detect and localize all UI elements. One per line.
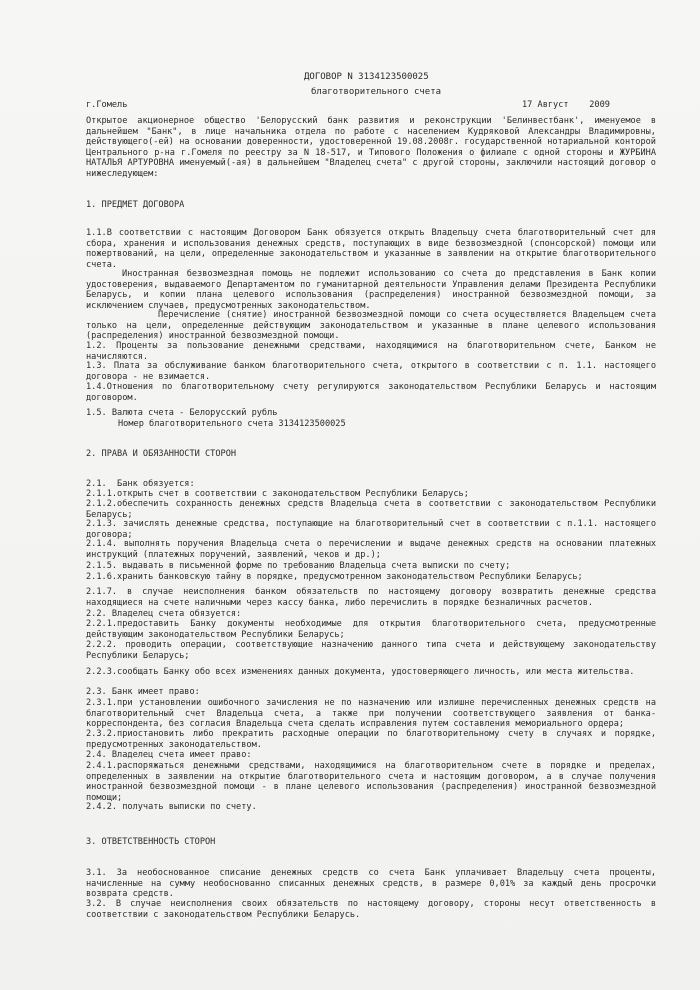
clause-2-4-1: 2.4.1.распоряжаться денежными средствами, находящимися на благотворительном счете в порядке и пределах, определенных в заявлении на открытие благотворительного счета и настоящим договором, а в случае получения иностранной безвозмездной помощи - в плане целевого использования (распределения) иностранной безвозмездной помощи; [86,761,656,803]
clause-2-3-2: 2.3.2.приостановить либо прекратить расходные операции по благотворительному счету в случаях и порядке, предусмотренных законодательством. [86,729,656,750]
clause-2-2-2: 2.2.2. проводить операции, соответствующие назначению данного типа счета и действующему законодательству Республики Беларусь; [86,640,656,661]
clause-3-1: 3.1. За необоснованное списание денежных средств со счета Банк уплачивает Владельцу счета проценты, начисленные на сумму необоснованно списанных денежных средств, в размере 0,01% за каждый день просрочки возврата средств. [86,868,656,899]
clause-2-2-3: 2.2.3.сообщать Банку обо всех изменениях данных документа, удостоверяющего личность, или места жительства. [86,667,635,677]
clause-1-3: 1.3. Плата за обслуживание банком благотворительного счета, открытого в соответствии с п. 1.1. настоящего договора - не взимается. [86,361,656,382]
section-3-heading: 3. ОТВЕТСТВЕННОСТЬ СТОРОН [86,837,216,847]
intro-paragraph: Открытое акционерное общество 'Белорусский банк развития и реконструкции 'Белинвестбанк', именуемое в дальнейшем "Банк", в лице начальника отдела по работе с населением Кудряковой Александры Владимировны, действующего(-ей) на основании доверенности, удостоверенной 19.08.2008г. государственной нотариальной конторой Центрального р-на г.Гомеля по реестру за N 18-517, и Типового Положения о филиале с одной стороны и ЖУРБИНА НАТАЛЬЯ АРТУРОВНА именуемый(-ая) в дальнейшем "Владелец счета" с другой стороны, заключили настоящий договор о нижеследующем: [86,116,656,179]
clause-1-1-foreign-aid: Иностранная безвозмездная помощь не подлежит использованию со счета до представления в Банк копии удостоверения, выдаваемого Департаментом по гуманитарной деятельности Управления делами Президента Республики Беларусь, и копии плана целевого использования (распределения) иностранной безвозмездной помощи, за исключением случаев, предусмотренных законодательством. [86,269,656,311]
section-1-heading: 1. ПРЕДМЕТ ДОГОВОРА [86,200,185,210]
clause-1-1: 1.1.В соответствии с настоящим Договором Банк обязуется открыть Владельцу счета благотворительный счет для сбора, хранения и использования денежных средств, поступающих в виде безвозмездной (спонсорской) помощи или пожертвований, на цели, определенные законодательством и указанные в заявлении на открытие благотворительного счета. [86,228,656,270]
account-number: Номер благотворительного счета 3134123500025 [118,419,346,429]
clause-2-2-1: 2.2.1.предоставить Банку документы необходимые для открытия благотворительного счета, предусмотренные действующим законодательством Республики Беларусь; [86,619,656,640]
city: г.Гомель [86,100,128,110]
clause-2-3: 2.3. Банк имеет право: [86,687,200,697]
clause-2-4-2: 2.4.2. получать выписки по счету. [86,802,257,812]
document-subtitle: благотворительного счета [311,87,442,97]
clause-2-2: 2.2. Владелец счета обязуется: [86,609,242,619]
clause-2-1-7: 2.1.7. в случае неисполнения банком обязательств по настоящему договору возвратить денежные средства находящиеся на счете наличными через кассу банка, либо перечислить в порядке безналичных расчетов. [86,587,656,608]
clause-2-1-4: 2.1.4. выполнять поручения Владельца счета о перечислении и выдаче денежных средств на основании платежных инструкций (платежных поручений, заявлений, чеков и др.); [86,539,656,560]
section-2-heading: 2. ПРАВА И ОБЯЗАННОСТИ СТОРОН [86,449,237,459]
clause-2-1: 2.1. Банк обязуется: [86,479,195,489]
clause-2-1-2: 2.1.2.обеспечить сохранность денежных средств Владельца счета в соответствии с законодательством Республики Беларусь; [86,499,656,520]
clause-2-1-3: 2.1.3. зачислять денежные средства, поступающие на благотворительный счет в соответствии с п.1.1. настоящего договора; [86,519,656,540]
document-title: ДОГОВОР N 3134123500025 [304,72,429,82]
clause-2-4: 2.4. Владелец счета имеет право: [86,750,252,760]
clause-2-3-1: 2.3.1.при установлении ошибочного зачисления не по назначению или излишне перечисленных денежных средств на благотворительный счет Владельца счета, а также при получении соответствующего заявления от банка-корреспондента, без согласия Владельца счета сделать исправления путем составления мемориального ордера; [86,698,656,729]
clause-2-1-6: 2.1.6.хранить банковскую тайну в порядке, предусмотренном законодательством Республики Беларусь; [86,572,583,582]
clause-1-5: 1.5. Валюта счета - Белорусский рубль [86,408,278,418]
clause-3-2: 3.2. В случае неисполнения своих обязательств по настоящему договору, стороны несут ответственность в соответствии с законодательством Республики Беларусь. [86,899,656,920]
contract-date: 17 Август 2009 [522,100,610,110]
clause-2-1-1: 2.1.1.открыть счет в соответствии с законодательством Республики Беларусь; [86,489,469,499]
clause-2-1-5: 2.1.5. выдавать в письменной форме по требованию Владельца счета выписки по счету; [86,561,511,571]
clause-1-4: 1.4.Отношения по благотворительному счету регулируются законодательством Республики Беларусь и настоящим договором. [86,382,656,403]
clause-1-2: 1.2. Проценты за пользование денежными средствами, находящимися на благотворительном счете, Банком не начисляются. [86,341,656,362]
clause-1-1-transfer: Перечисление (снятие) иностранной безвозмездной помощи со счета осуществляется Владельцем счета только на цели, определенные действующим законодательством и указанные в плане целевого использования (распределения) иностранной безвозмездной помощи. [86,310,656,341]
